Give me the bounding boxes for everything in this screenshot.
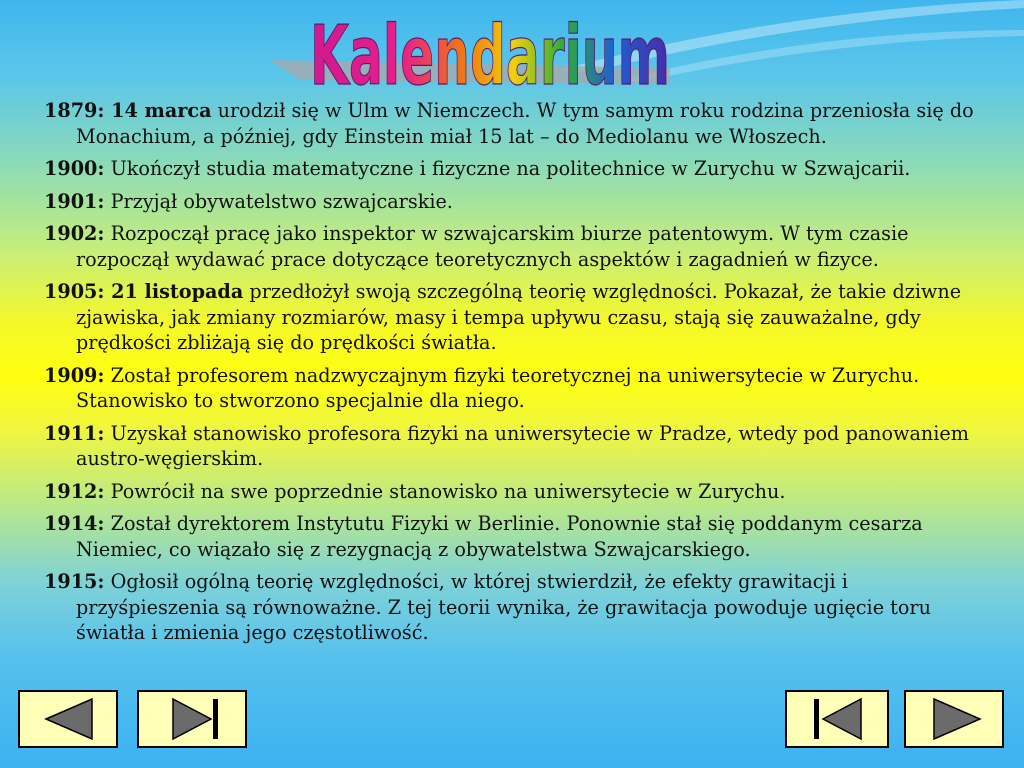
timeline-entry: [44, 479, 984, 505]
entry-text: Został profesorem nadzwyczajnym fizyki teoretycznej na uniwersytecie w Zurychu. Stanowisko to stworzono specjalnie dla niego.: [76, 363, 920, 412]
first-slide-button[interactable]: [785, 690, 889, 748]
entry-text: Ogłosił ogólną teorię względności, w której stwierdził, że efekty grawitacji i przyśpieszenia są równoważne. Z tej teorii wynika, że grawitacja powoduje ugięcie toru światła i zmienia jego częstotliwość.: [76, 570, 931, 644]
entry-date: 1915:: [44, 570, 105, 593]
entry-date: 1901:: [44, 189, 105, 213]
timeline-entry: [44, 156, 984, 182]
timeline-entry: [44, 421, 984, 472]
timeline-entry: [44, 189, 984, 215]
entry-text: Przyjął obywatelstwo szwajcarskie.: [110, 189, 453, 213]
timeline-entry: [44, 363, 984, 414]
previous-slide-button[interactable]: [18, 690, 118, 748]
skip-to-end-icon: [139, 692, 245, 746]
timeline-entry: [44, 221, 984, 272]
entry-date: 1909:: [44, 363, 105, 387]
entry-date: 1914:: [44, 512, 105, 535]
entry-date: 1879: 14 marca: [44, 99, 212, 122]
timeline-entry: [44, 279, 984, 356]
entry-text: Powrócił na swe poprzednie stanowisko na uniwersytecie w Zurychu.: [110, 479, 786, 503]
triangle-right-icon: [906, 692, 1002, 746]
timeline-entry: [44, 511, 984, 562]
entry-date: 1912:: [44, 479, 105, 503]
entry-text: Ukończył studia matematyczne i fizyczne na politechnice w Zurychu w Szwajcarii.: [110, 157, 911, 180]
triangle-left-icon: [20, 692, 116, 746]
title-text: Kalendarium: [310, 9, 670, 100]
timeline-entry: [44, 569, 984, 646]
entry-date: 1911:: [44, 421, 105, 445]
entry-date: 1905: 21 listopada: [44, 280, 244, 303]
timeline-list: [44, 98, 984, 653]
last-slide-button[interactable]: [137, 690, 247, 748]
entry-text: Uzyskał stanowisko profesora fizyki na uniwersytecie w Pradze, wtedy pod panowaniem austro-węgierskim.: [76, 421, 969, 470]
entry-date: 1902:: [44, 222, 105, 245]
page-title: [0, 0, 1024, 100]
entry-text: Rozpoczął pracę jako inspektor w szwajcarskim biurze patentowym. W tym czasie rozpoczął wydawać prace dotyczące teoretycznych aspektów i zagadnień w fizyce.: [76, 222, 909, 271]
skip-to-start-icon: [787, 692, 887, 746]
entry-text: Został dyrektorem Instytutu Fizyki w Berlinie. Ponownie stał się poddanym cesarza Niemiec, co wiązało się z rezygnacją z obywatelstwa Szwajcarskiego.: [76, 512, 923, 561]
timeline-entry: [44, 98, 984, 149]
entry-text: urodził się w Ulm w Niemczech. W tym samym roku rodzina przeniosła się do Monachium, a później, gdy Einstein miał 15 lat – do Mediolanu we Włoszech.: [76, 99, 974, 148]
entry-text: przedłożył swoją szczególną teorię względności. Pokazał, że takie dziwne zjawiska, jak zmiany rozmiarów, masy i tempa upływu czasu, stają się zauważalne, gdy prędkości zbliżają się do prędkości światła.: [76, 280, 962, 354]
next-slide-button[interactable]: [904, 690, 1004, 748]
entry-date: 1900:: [44, 157, 105, 180]
